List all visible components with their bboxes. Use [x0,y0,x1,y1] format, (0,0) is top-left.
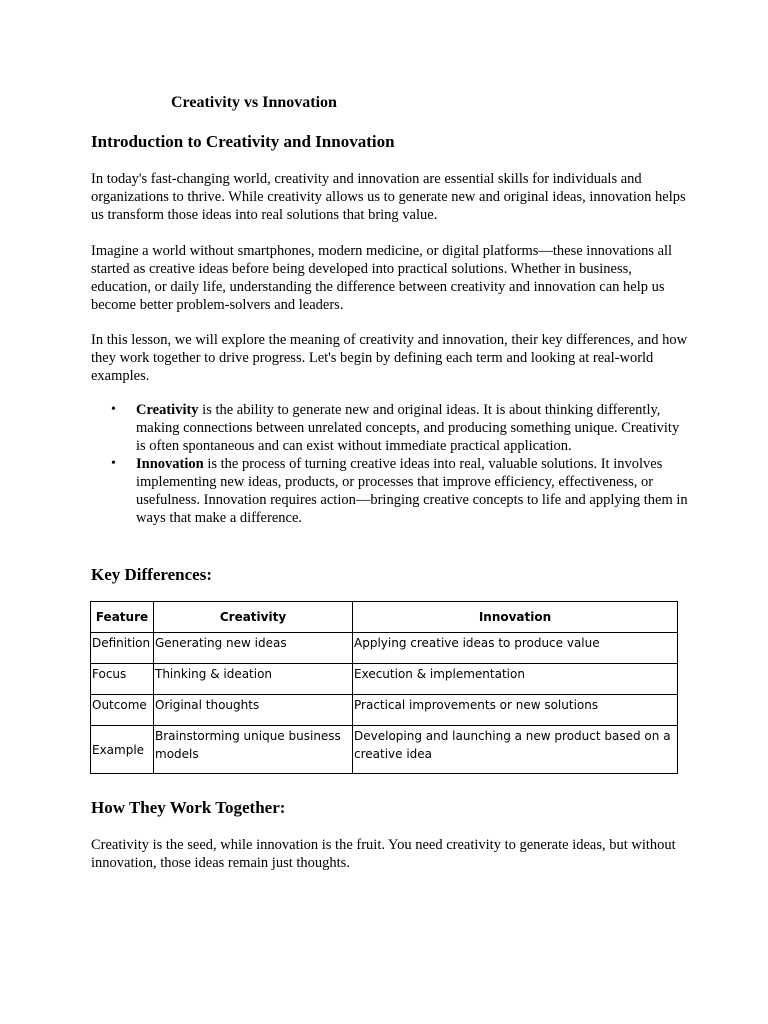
table-cell: Generating new ideas [154,633,353,664]
table-row [91,664,678,695]
key-differences-table [90,601,678,774]
bullet-icon: • [111,402,116,417]
term-creativity: Creativity [136,402,199,418]
table-header-row [91,602,678,633]
definition-creativity: is the ability to generate new and original ideas. It is about thinking differently, making connections between unrelated concepts, and producing something unique. Creativity is often spontaneous and can exist without immediate practical application. [136,402,680,454]
table-cell: Focus [91,664,154,695]
table-row [91,633,678,664]
table-row [91,695,678,726]
table-row [91,726,678,774]
intro-paragraph-2: Imagine a world without smartphones, modern medicine, or digital platforms—these innovations all started as creative ideas before being developed into practical solutions. Whether in business, education, or daily life, understanding the difference between creativity and innovation can help us become better problem-solvers and leaders. [91,243,673,313]
intro-paragraph-1: In today's fast-changing world, creativity and innovation are essential skills for individuals and organizations to thrive. While creativity allows us to generate new and original ideas, innovation helps us transform those ideas into real solutions that bring value. [91,171,686,223]
term-innovation: Innovation [136,456,204,472]
header-creativity: Creativity [154,602,353,633]
work-together-paragraph: Creativity is the seed, while innovation is the fruit. You need creativity to generate ideas, but without innovation, those ideas remain just thoughts. [91,837,676,871]
list-item-innovation [91,455,691,527]
header-innovation: Innovation [353,602,678,633]
table-cell: Outcome [91,695,154,726]
table-cell: Execution & implementation [353,664,678,695]
definition-list [91,401,691,527]
key-differences-heading: Key Differences: [91,565,212,584]
intro-heading: Introduction to Creativity and Innovation [91,132,395,151]
table-cell: Brainstorming unique business models [154,726,353,774]
bullet-icon: • [111,456,116,471]
list-item-creativity [91,401,691,455]
document-title: Creativity vs Innovation [171,94,337,111]
table-cell: Example [91,726,154,774]
work-together-heading: How They Work Together: [91,798,286,817]
table-cell: Original thoughts [154,695,353,726]
table-cell: Definition [91,633,154,664]
table-cell: Thinking & ideation [154,664,353,695]
definition-innovation: is the process of turning creative ideas into real, valuable solutions. It involves implementing new ideas, products, or processes that improve efficiency, effectiveness, or usefulness. Innovation requires action—bringing creative concepts to life and applying them in ways that make a difference. [136,456,688,526]
header-feature: Feature [91,602,154,633]
table-cell: Applying creative ideas to produce value [353,633,678,664]
intro-paragraph-3: In this lesson, we will explore the meaning of creativity and innovation, their key differences, and how they work together to drive progress. Let's begin by defining each term and looking at real-world examples. [91,332,688,384]
table-cell: Developing and launching a new product based on a creative idea [353,726,678,774]
table-cell: Practical improvements or new solutions [353,695,678,726]
